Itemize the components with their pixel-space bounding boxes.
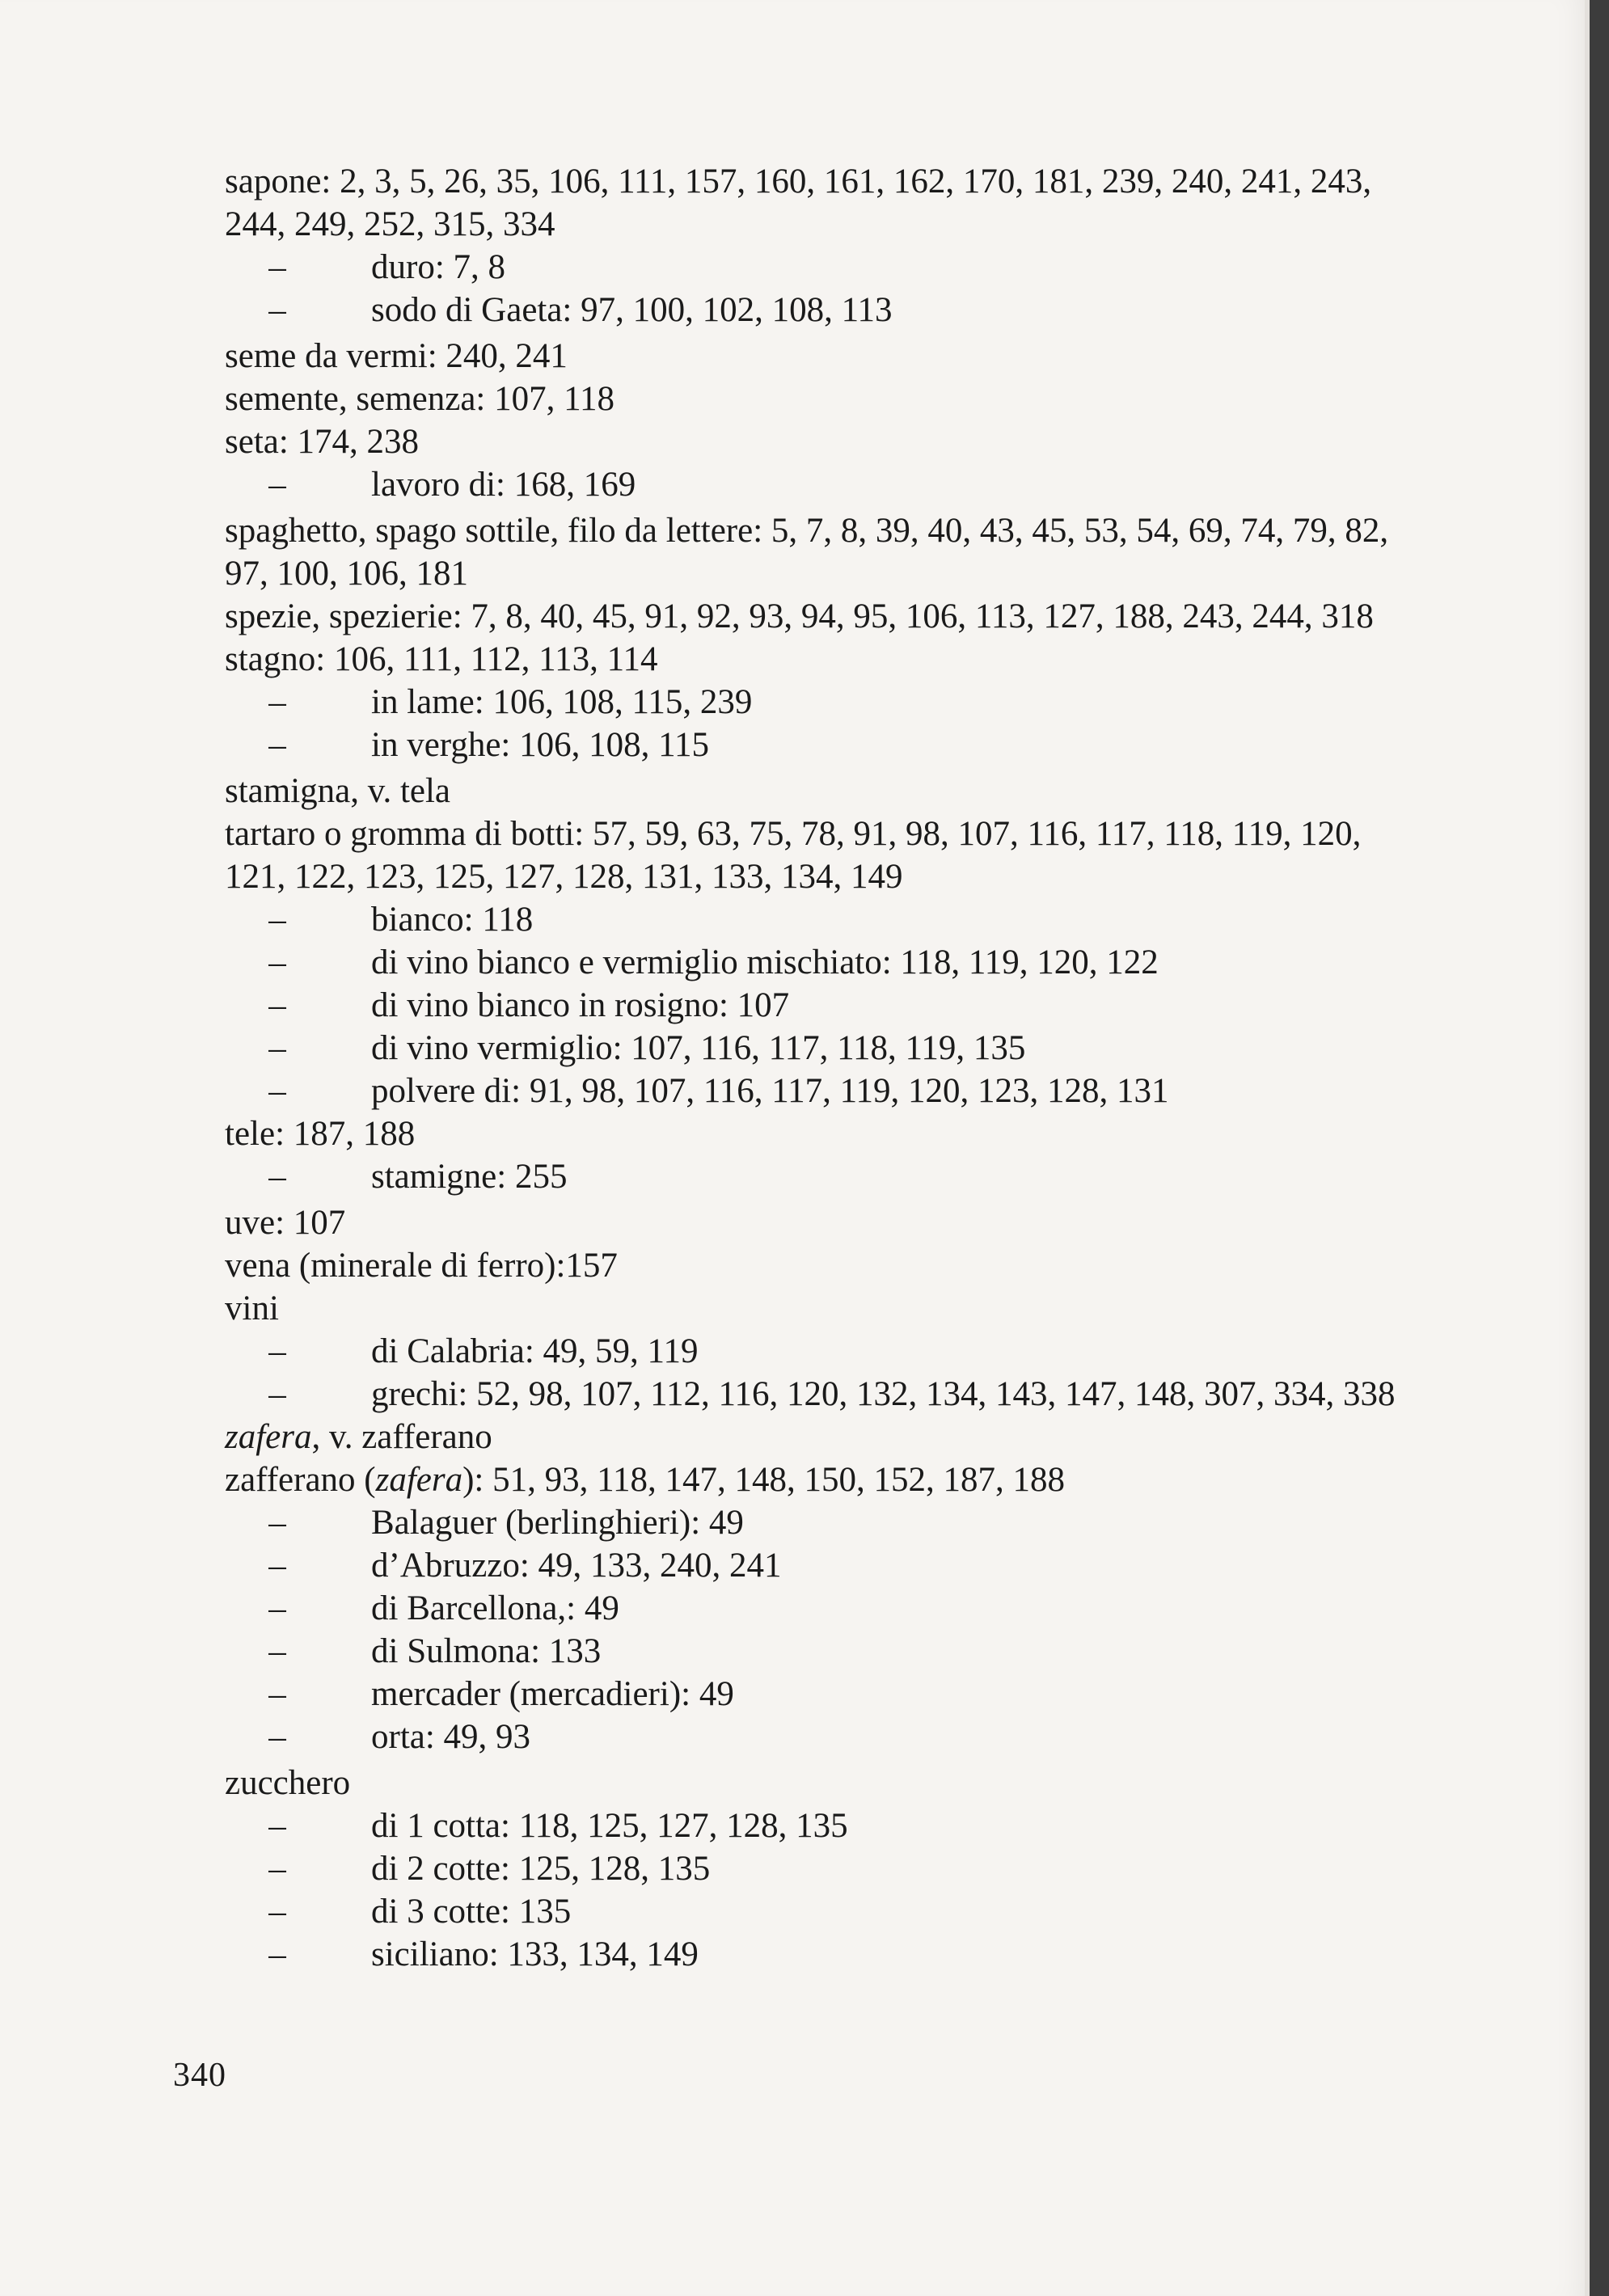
index-subentry: – di 3 cotte: 135	[268, 1893, 572, 1931]
index-entry: seme da vermi: 240, 241	[225, 337, 568, 375]
index-subentry: – stamigne: 255	[268, 1158, 568, 1196]
index-subentry: – grechi: 52, 98, 107, 112, 116, 120, 132, 134, 143, 147, 148, 307, 334, 338	[268, 1375, 1396, 1413]
index-entry: spezie, spezierie: 7, 8, 40, 45, 91, 92, 93, 94, 95, 106, 113, 127, 188, 243, 244, 318	[225, 597, 1374, 635]
index-subentry: – sodo di Gaeta: 97, 100, 102, 108, 113	[268, 291, 893, 329]
index-entry: zucchero	[225, 1764, 351, 1802]
index-entry: vini	[225, 1289, 279, 1327]
index-entry: seta: 174, 238	[225, 423, 420, 461]
index-entry: sapone: 2, 3, 5, 26, 35, 106, 111, 157, 160, 161, 162, 170, 181, 239, 240, 241, 243, 244, 249, 252, 315, 334	[225, 162, 1372, 243]
index-entry: semente, semenza: 107, 118	[225, 380, 615, 418]
index-entry: spaghetto, spago sottile, filo da lettere: 5, 7, 8, 39, 40, 43, 45, 53, 54, 69, 74, 79, 82, 97, 100, 106, 181	[225, 512, 1389, 593]
index-entry: stagno: 106, 111, 112, 113, 114	[225, 640, 658, 678]
index-entry: uve: 107	[225, 1204, 346, 1242]
index-entry: zafferano (zafera): 51, 93, 118, 147, 148, 150, 152, 187, 188	[225, 1461, 1066, 1499]
index-entry: zafera, v. zafferano	[225, 1418, 492, 1456]
index-subentry: – orta: 49, 93	[268, 1718, 531, 1756]
index-subentry: – d’Abruzzo: 49, 133, 240, 241	[268, 1547, 782, 1585]
index-subentry: – in verghe: 106, 108, 115	[268, 726, 710, 764]
scan-edge	[1590, 0, 1609, 2296]
index-subentry: – di vino vermiglio: 107, 116, 117, 118, 119, 135	[268, 1029, 1026, 1067]
index-subentry: – duro: 7, 8	[268, 248, 506, 286]
index-entry: vena (minerale di ferro):157	[225, 1247, 618, 1285]
page-number: 340	[173, 2057, 226, 2094]
index-subentry: – di Barcellona,: 49	[268, 1589, 619, 1627]
index-subentry: – di vino bianco in rosigno: 107	[268, 986, 790, 1024]
index-list	[225, 160, 1454, 1976]
index-subentry: – di Calabria: 49, 59, 119	[268, 1332, 699, 1370]
index-subentry: – di 2 cotte: 125, 128, 135	[268, 1850, 711, 1888]
index-entry: stamigna, v. tela	[225, 772, 451, 810]
index-subentry: – polvere di: 91, 98, 107, 116, 117, 119, 120, 123, 128, 131	[268, 1072, 1169, 1110]
index-subentry: – in lame: 106, 108, 115, 239	[268, 683, 753, 721]
index-subentry: – di 1 cotta: 118, 125, 127, 128, 135	[268, 1807, 848, 1845]
index-subentry: – Balaguer (berlinghieri): 49	[268, 1504, 744, 1542]
index-subentry: – siciliano: 133, 134, 149	[268, 1935, 699, 1973]
index-entry: tartaro o gromma di botti: 57, 59, 63, 75, 78, 91, 98, 107, 116, 117, 118, 119, 120, 121, 122, 123, 125, 127, 128, 131, 133, 134, 149	[225, 815, 1362, 896]
index-subentry: – mercader (mercadieri): 49	[268, 1675, 734, 1713]
index-subentry: – bianco: 118	[268, 901, 534, 939]
index-subentry: – di vino bianco e vermiglio mischiato: 118, 119, 120, 122	[268, 943, 1159, 981]
index-entry: tele: 187, 188	[225, 1115, 416, 1153]
index-subentry: – lavoro di: 168, 169	[268, 466, 636, 504]
index-subentry: – di Sulmona: 133	[268, 1632, 602, 1670]
